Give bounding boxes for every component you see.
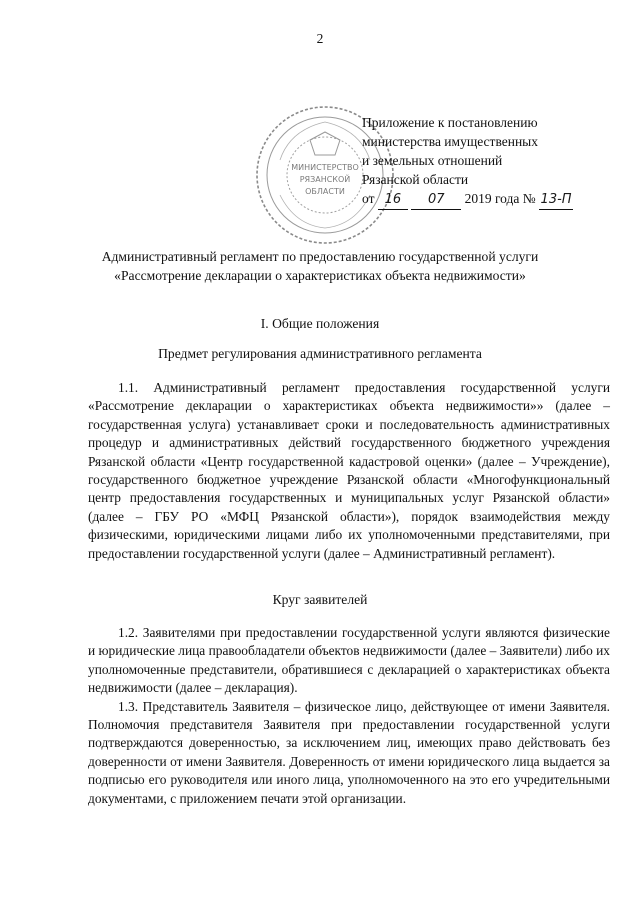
approval-line-1: Приложение к постановлению: [362, 115, 538, 130]
paragraph-1-3-text: 1.3. Представитель Заявителя – физическое лицо, действующее от имени Заявителя. Полномочия представителя Заявителя при предоставлении государственной услуги подтверждаются доверенностью, за исключением лиц, имеющих право действовать без доверенности от имени Заявителя. Доверенность от имени юридического лица выдается за подписью его руководителя или иного лица, уполномоченного на это его учредительными документами, с приложением печати этой организации.: [88, 698, 610, 806]
date-day: 16: [378, 190, 408, 210]
paragraph-1-1-text: 1.1. Административный регламент предоставления государственной услуги «Рассмотрение декларации о характеристиках объекта недвижимости»» (далее – государственная услуга) устанавливает сроки и последовательность административных процедур и административных действий государственного бюджетного учреждения Рязанской области «Центр государственной кадастровой оценки» (далее – Учреждение), государственного бюджетное учреждение Рязанской области «Многофункциональный центр предоставления государственных и муниципальных услуг Рязанской области» (далее – ГБУ РО «МФЦ Рязанской области»), порядок взаимодействия между физическими, юридическими лицами либо их уполномоченными представителями, при предоставлении государственной услуги (далее – Административный регламент).: [88, 380, 610, 561]
approval-line-3: и земельных отношений: [362, 153, 503, 168]
subsection-heading-1: Предмет регулирования административного регламента: [158, 346, 482, 361]
approval-block: [362, 113, 573, 210]
paragraph-1-2-text: 1.2. Заявителями при предоставлении государственной услуги являются физические и юридические лица правообладатели объектов недвижимости (далее – Заявители) либо их уполномоченные представители, обратившиеся с декларацией о характеристиках объекта недвижимости (далее – декларация).: [88, 625, 610, 696]
subsection-heading-2: Круг заявителей: [272, 592, 368, 607]
page-number: 2: [316, 31, 324, 46]
date-month: 07: [411, 190, 461, 210]
document-title: [60, 247, 580, 285]
seal-text-3: ОБЛАСТИ: [305, 187, 345, 196]
date-year: 2019 года: [464, 191, 520, 206]
seal-text-1: МИНИСТЕРСТВО: [291, 163, 359, 172]
paragraph-1-1: [88, 379, 610, 563]
approval-line-4: Рязанской области: [362, 172, 469, 187]
date-prefix: от: [362, 191, 375, 206]
paragraphs-1-2-1-3: [88, 624, 610, 808]
section-heading: I. Общие положения: [260, 316, 380, 331]
seal-text-2: РЯЗАНСКОЙ: [299, 175, 351, 184]
title-line-2: «Рассмотрение декларации о характеристиках объекта недвижимости»: [114, 268, 526, 283]
title-line-1: Административный регламент по предоставлению государственной услуги: [101, 249, 539, 264]
number-sign: №: [522, 191, 536, 206]
approval-line-2: министерства имущественных: [362, 134, 538, 149]
approval-date-line: [362, 189, 573, 210]
document-number: 13-П: [539, 190, 573, 210]
